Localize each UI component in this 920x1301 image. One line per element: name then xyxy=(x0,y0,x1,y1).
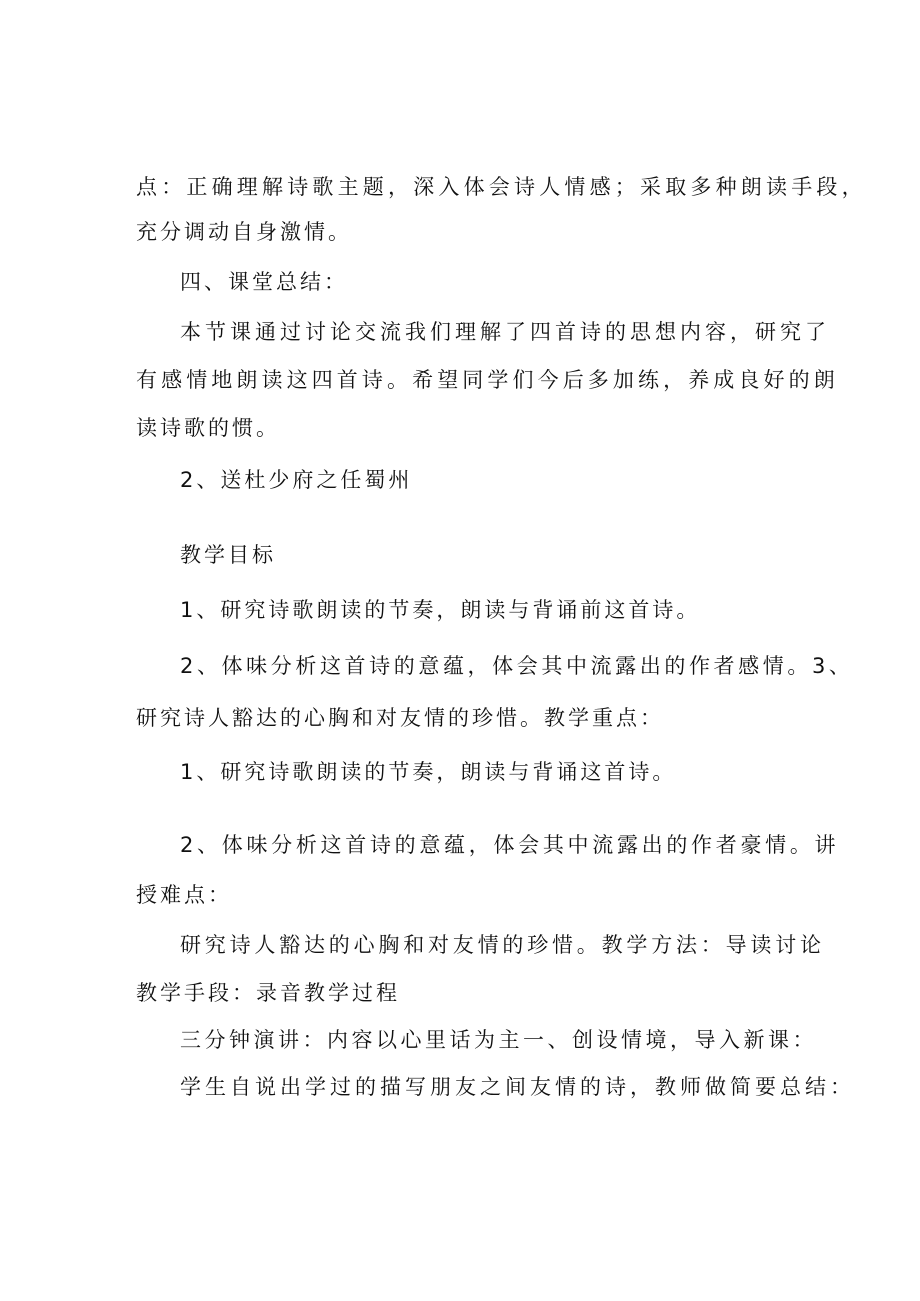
text-line: 研究诗人豁达的心胸和对友情的珍惜。教学重点： xyxy=(136,706,664,730)
text-line: 充分调动自身激情。 xyxy=(136,220,352,244)
list-item: 1、研究诗歌朗读的节奏，朗读与背诵前这首诗。 xyxy=(180,598,701,622)
text-line: 授难点： xyxy=(136,883,232,907)
text-line: 有感情地朗读这四首诗。希望同学们今后多加练，养成良好的朗 xyxy=(136,368,839,392)
text-line: 读诗歌的惯。 xyxy=(136,416,280,440)
text-line: 学生自说出学过的描写朋友之间友情的诗，教师做简要总结： xyxy=(180,1075,855,1099)
text-line: 教学手段：录音教学过程 xyxy=(136,981,400,1005)
list-item: 2、体味分析这首诗的意蕴，体会其中流露出的作者感情。3、 xyxy=(180,654,854,678)
list-item: 1、研究诗歌朗读的节奏，朗读与背诵这首诗。 xyxy=(180,760,677,784)
text-line: 点：正确理解诗歌主题，深入体会诗人情感；采取多种朗读手段， xyxy=(136,175,867,199)
section-heading: 四、课堂总结： xyxy=(180,270,348,294)
text-line: 三分钟演讲：内容以心里话为主一、创设情境，导入新课： xyxy=(180,1028,817,1052)
list-item: 2、体味分析这首诗的意蕴，体会其中流露出的作者豪情。讲 xyxy=(180,833,840,857)
text-line: 本节课通过讨论交流我们理解了四首诗的思想内容，研究了 xyxy=(180,320,830,344)
text-line: 研究诗人豁达的心胸和对友情的珍惜。教学方法：导读讨论 xyxy=(180,933,825,957)
section-heading: 2、送杜少府之任蜀州 xyxy=(180,468,413,492)
section-heading: 教学目标 xyxy=(180,543,276,567)
